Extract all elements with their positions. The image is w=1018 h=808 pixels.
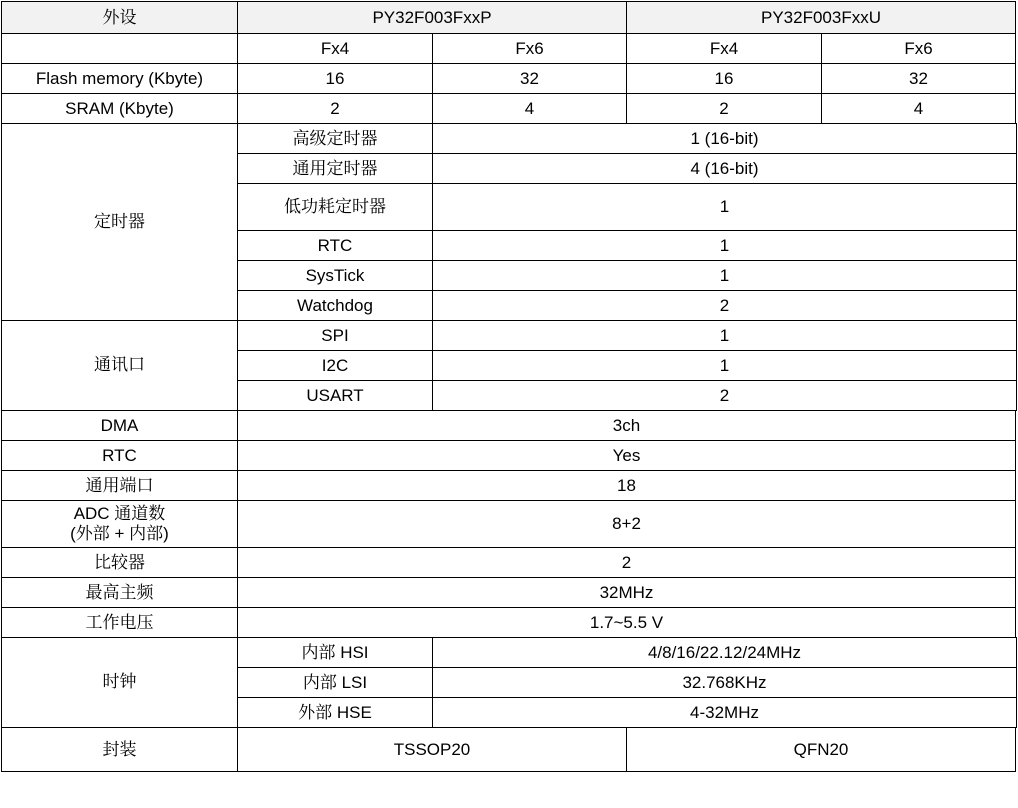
row-label-adc-line1: ADC 通道数: [73, 504, 166, 524]
header-variant-0-0: Fx4: [238, 34, 433, 64]
sub-label-i2c: I2C: [238, 351, 433, 381]
table-row: [2, 578, 1017, 608]
table-row: [2, 124, 1017, 154]
row-label-sram: SRAM (Kbyte): [2, 94, 238, 124]
header-subblank: [2, 34, 238, 64]
specification-table: [1, 1, 1017, 772]
cell-sram-3: 4: [822, 94, 1016, 124]
cell-usart: 2: [433, 381, 1017, 411]
table-row: [2, 64, 1017, 94]
table-row: [2, 94, 1017, 124]
cell-rtc: Yes: [238, 441, 1016, 471]
header-peripheral-label: 外设: [2, 2, 238, 34]
sub-label-hsi: 内部 HSI: [238, 638, 433, 668]
cell-lsi: 32.768KHz: [433, 668, 1017, 698]
sub-label-rtc-timer: RTC: [238, 231, 433, 261]
row-label-adc-line2: (外部 + 内部): [70, 524, 169, 543]
header-family-0: PY32F003FxxP: [238, 2, 627, 34]
cell-gpio: 18: [238, 471, 1016, 501]
row-label-flash: Flash memory (Kbyte): [2, 64, 238, 94]
cell-watchdog: 2: [433, 291, 1017, 321]
row-label-dma: DMA: [2, 411, 238, 441]
sub-label-advanced-timer: 高级定时器: [238, 124, 433, 154]
table-row: [2, 548, 1017, 578]
table-row: [2, 411, 1017, 441]
cell-lowpower-timer: 1: [433, 184, 1017, 231]
table-row: [2, 728, 1017, 772]
cell-voltage: 1.7~5.5 V: [238, 608, 1016, 638]
table-row: [2, 321, 1017, 351]
cell-sram-0: 2: [238, 94, 433, 124]
group-label-clock: [2, 638, 238, 728]
cell-spi: 1: [433, 321, 1017, 351]
sub-label-usart: USART: [238, 381, 433, 411]
sub-label-spi: SPI: [238, 321, 433, 351]
header-variant-0-1: Fx6: [433, 34, 627, 64]
cell-flash-3: 32: [822, 64, 1016, 94]
header-variant-1-1: Fx6: [822, 34, 1016, 64]
table-row: [2, 638, 1017, 668]
cell-rtc-timer: 1: [433, 231, 1017, 261]
cell-comparator: 2: [238, 548, 1016, 578]
group-label-timer: [2, 124, 238, 321]
cell-maxfreq: 32MHz: [238, 578, 1016, 608]
cell-sram-1: 4: [433, 94, 627, 124]
cell-package-1: QFN20: [627, 728, 1016, 772]
group-label-comm-text: 通讯口: [94, 355, 145, 375]
sub-label-systick: SysTick: [238, 261, 433, 291]
cell-i2c: 1: [433, 351, 1017, 381]
cell-flash-0: 16: [238, 64, 433, 94]
row-label-comparator: 比较器: [2, 548, 238, 578]
sub-label-general-timer: 通用定时器: [238, 154, 433, 184]
group-label-clock-text: 时钟: [102, 672, 137, 692]
group-label-timer-text: 定时器: [94, 211, 145, 231]
cell-hsi: 4/8/16/22.12/24MHz: [433, 638, 1017, 668]
cell-flash-1: 32: [433, 64, 627, 94]
group-label-comm: [2, 321, 238, 411]
cell-systick: 1: [433, 261, 1017, 291]
table-row: [2, 441, 1017, 471]
row-label-adc: [2, 501, 238, 548]
row-label-rtc: RTC: [2, 441, 238, 471]
cell-dma: 3ch: [238, 411, 1016, 441]
cell-advanced-timer: 1 (16-bit): [433, 124, 1017, 154]
header-family-1: PY32F003FxxU: [627, 2, 1016, 34]
sub-label-lsi: 内部 LSI: [238, 668, 433, 698]
table-row: [2, 471, 1017, 501]
row-label-package: 封装: [2, 728, 238, 772]
cell-hse: 4-32MHz: [433, 698, 1017, 728]
table-header-row: [2, 2, 1017, 34]
table-subheader-row: [2, 34, 1017, 64]
cell-package-0: TSSOP20: [238, 728, 627, 772]
row-label-voltage: 工作电压: [2, 608, 238, 638]
cell-sram-2: 2: [627, 94, 822, 124]
cell-flash-2: 16: [627, 64, 822, 94]
sub-label-hse: 外部 HSE: [238, 698, 433, 728]
table-row: [2, 608, 1017, 638]
sub-label-watchdog: Watchdog: [238, 291, 433, 321]
row-label-gpio: 通用端口: [2, 471, 238, 501]
cell-general-timer: 4 (16-bit): [433, 154, 1017, 184]
row-label-maxfreq: 最高主频: [2, 578, 238, 608]
header-variant-1-0: Fx4: [627, 34, 822, 64]
sub-label-lowpower-timer: 低功耗定时器: [238, 184, 433, 231]
table-row: [2, 501, 1017, 548]
cell-adc: 8+2: [238, 501, 1016, 548]
